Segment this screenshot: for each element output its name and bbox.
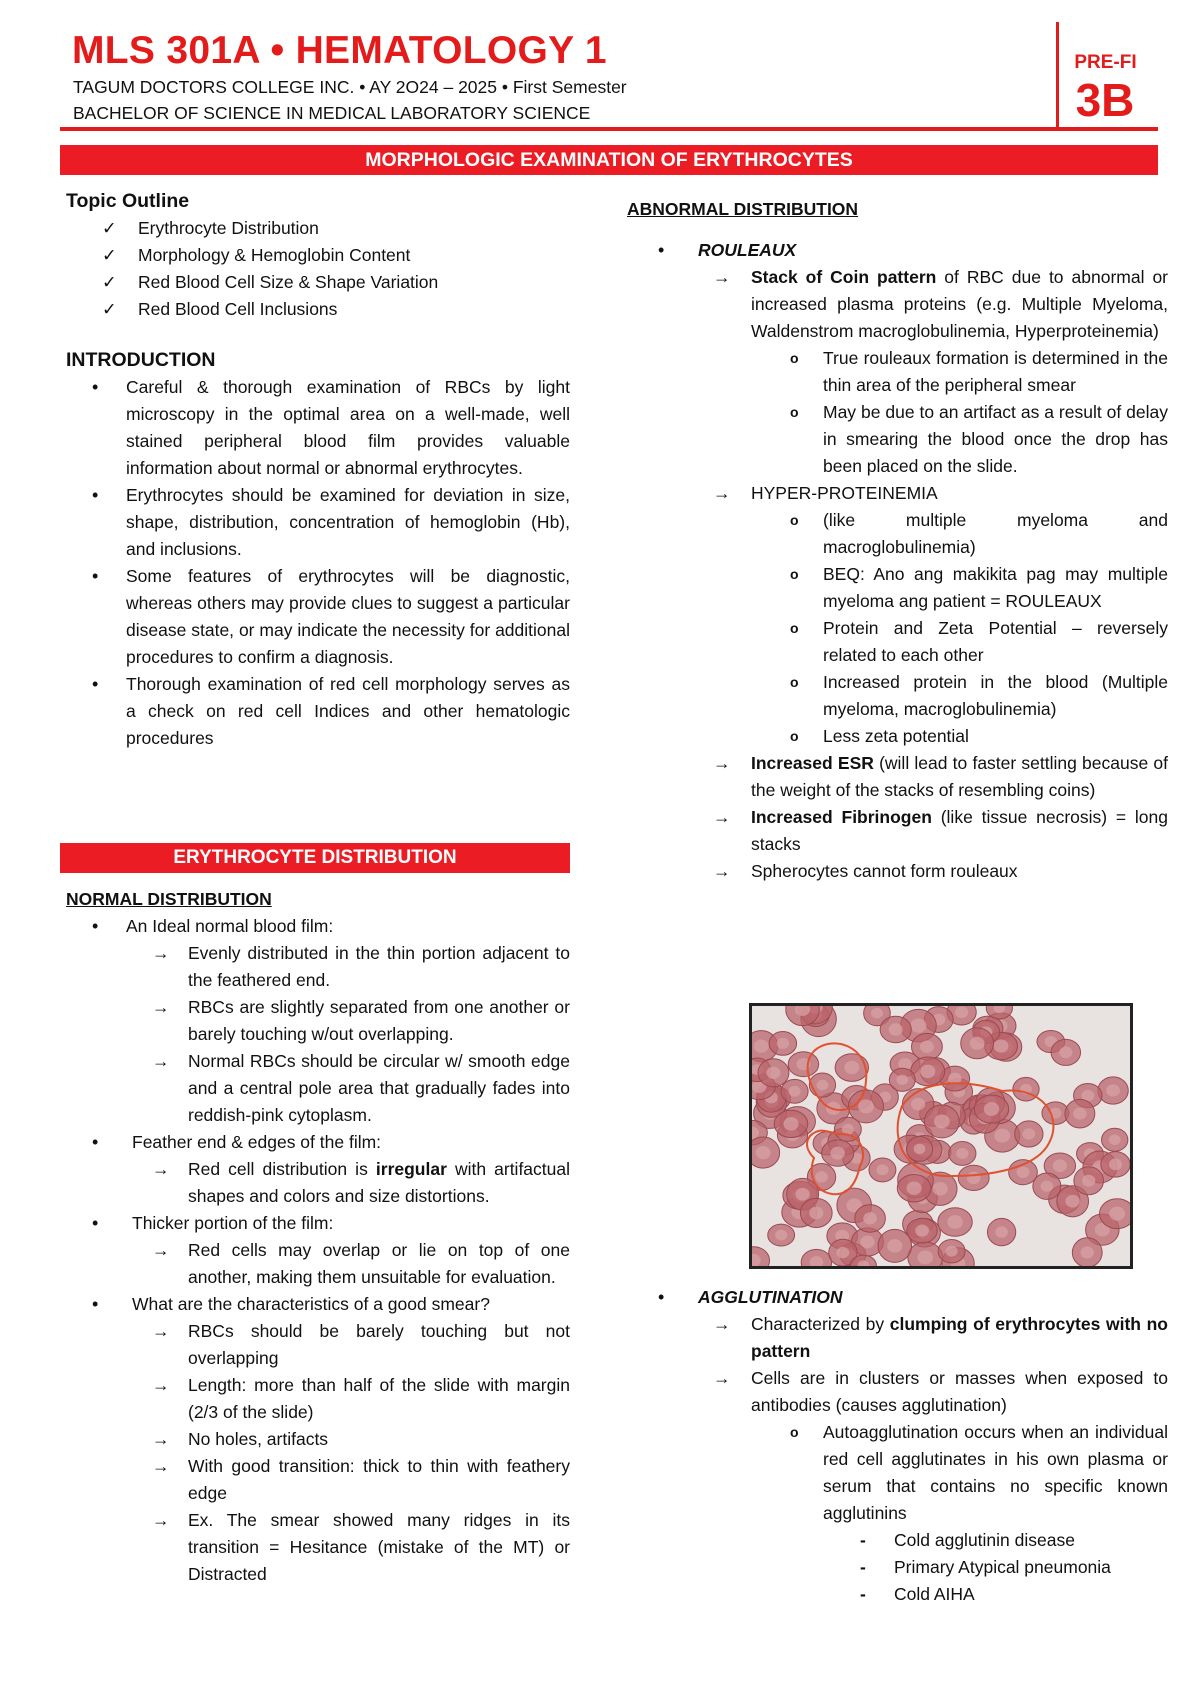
list-item: → Red cell distribution is irregular with artifactual shapes and colors and size distortions.	[66, 1156, 570, 1210]
bullet-icon: •	[658, 240, 665, 260]
list-item: → HYPER-PROTEINEMIA	[627, 480, 1168, 507]
central-pallor	[783, 1117, 798, 1130]
bullet-icon: •	[92, 377, 99, 397]
arrow-icon: →	[713, 861, 731, 881]
bullet-icon: •	[92, 674, 99, 694]
arrow-icon: →	[713, 1314, 731, 1334]
list-item: → RBCs are slightly separated from one another or barely touching w/out overlapping.	[66, 994, 570, 1048]
right-column-lower	[627, 1284, 1168, 1608]
school-line: TAGUM DOCTORS COLLEGE INC. • AY 2O24 – 2025 • First Semester	[73, 77, 627, 97]
rouleaux-micrograph	[749, 1003, 1133, 1269]
arrow-icon: →	[152, 1051, 170, 1071]
dash-icon: -	[860, 1530, 866, 1550]
central-pallor	[1017, 1166, 1030, 1177]
arrow-icon: →	[713, 753, 731, 773]
introduction-heading: INTRODUCTION	[66, 349, 216, 371]
central-pallor	[830, 1147, 844, 1160]
list-item: → Ex. The smear showed many ridges in its transition = Hesitance (mistake of the MT) or Distracted	[66, 1507, 570, 1588]
circle-bullet-icon: o	[790, 728, 799, 744]
circle-bullet-icon: o	[790, 620, 799, 636]
central-pallor	[920, 1041, 934, 1053]
central-pallor	[842, 1124, 854, 1135]
central-pallor	[1073, 1108, 1086, 1120]
list-item: o True rouleaux formation is determined in the thin area of the peripheral smear	[627, 345, 1168, 399]
central-pallor	[984, 1102, 999, 1116]
central-pallor	[863, 1212, 877, 1224]
list-item	[627, 1284, 1168, 1311]
dash-icon: -	[860, 1584, 866, 1604]
outline-item: ✓ Red Blood Cell Size & Shape Variation	[66, 269, 570, 296]
intro-item: • Thorough examination of red cell morphology serves as a check on red cell Indices and other hematologic procedures	[66, 671, 570, 752]
rouleaux-micrograph-svg	[752, 1006, 1130, 1266]
list-item: - Cold AIHA	[627, 1581, 1168, 1608]
central-pallor	[911, 1098, 925, 1111]
arrow-icon: →	[152, 1240, 170, 1260]
list-item: - Cold agglutinin disease	[627, 1527, 1168, 1554]
central-pallor	[1059, 1046, 1072, 1058]
page-title-banner: MORPHOLOGIC EXAMINATION OF ERYTHROCYTES	[60, 145, 1158, 175]
bullet-icon: •	[92, 1294, 99, 1314]
list-item: → With good transition: thick to thin with feathery edge	[66, 1453, 570, 1507]
central-pallor	[932, 1182, 947, 1196]
central-pallor	[815, 1171, 828, 1182]
list-item: • What are the characteristics of a good smear?	[66, 1291, 570, 1318]
arrow-icon: →	[152, 1159, 170, 1179]
list-item: → Normal RBCs should be circular w/ smooth edge and a central pole area that gradually fades into reddish-pink cytoplasm.	[66, 1048, 570, 1129]
central-pallor	[1109, 1159, 1122, 1171]
central-pallor	[1109, 1134, 1121, 1145]
list-item: o Protein and Zeta Potential – reversely related to each other	[627, 615, 1168, 669]
central-pallor	[766, 1067, 780, 1079]
list-item: - Primary Atypical pneumonia	[627, 1554, 1168, 1581]
list-item: → Stack of Coin pattern of RBC due to abnormal or increased plasma proteins (e.g. Multiple Myeloma, Waldenstrom macroglobulinemia, Hyperproteinemia)	[627, 264, 1168, 345]
check-icon: ✓	[102, 245, 117, 265]
list-item: o BEQ: Ano ang makikita pag may multiple myeloma ang patient = ROULEAUX	[627, 561, 1168, 615]
left-column	[66, 188, 570, 752]
central-pallor	[967, 1172, 981, 1184]
check-icon: ✓	[102, 299, 117, 319]
central-pallor	[1082, 1175, 1095, 1187]
circle-bullet-icon: o	[790, 350, 799, 366]
central-pallor	[920, 1065, 935, 1079]
central-pallor	[1041, 1181, 1054, 1192]
central-pallor	[754, 1040, 769, 1053]
central-pallor	[955, 1006, 968, 1018]
arrow-icon: →	[713, 483, 731, 503]
central-pallor	[946, 1246, 958, 1257]
central-pallor	[1022, 1128, 1035, 1139]
bullet-icon: •	[92, 485, 99, 505]
intro-item: • Some features of erythrocytes will be diagnostic, whereas others may provide clues to suggest a particular disease state, or may indicate the necessity for additional procedures to confirm a diagnosis.	[66, 563, 570, 671]
circle-bullet-icon: o	[790, 512, 799, 528]
central-pallor	[795, 1188, 809, 1201]
right-column	[627, 196, 1168, 885]
list-item: • An Ideal normal blood film:	[66, 913, 570, 940]
abnormal-distribution-heading: ABNORMAL DISTRIBUTION	[627, 199, 859, 219]
central-pallor	[777, 1038, 789, 1049]
list-item: → Characterized by clumping of erythrocytes with no pattern	[627, 1311, 1168, 1365]
central-pallor	[956, 1148, 968, 1159]
arrow-icon: →	[152, 997, 170, 1017]
bullet-icon: •	[92, 1132, 99, 1152]
central-pallor	[844, 1061, 859, 1074]
list-item: → Increased Fibrinogen (like tissue necrosis) = long stacks	[627, 804, 1168, 858]
central-pallor	[860, 1236, 874, 1249]
central-pallor	[934, 1114, 950, 1128]
list-item: • Thicker portion of the film:	[66, 1210, 570, 1237]
central-pallor	[858, 1099, 874, 1113]
outline-item: ✓ Erythrocyte Distribution	[66, 215, 570, 242]
intro-item: • Erythrocytes should be examined for deviation in size, shape, distribution, concentration of hemoglobin (Hb), and inclusions.	[66, 482, 570, 563]
central-pallor	[887, 1239, 902, 1252]
term-label: PRE-FI	[1074, 52, 1137, 73]
central-pallor	[837, 1247, 850, 1258]
central-pallor	[1081, 1247, 1094, 1259]
left-column-lower	[66, 886, 570, 1588]
check-icon: ✓	[102, 272, 117, 292]
list-item: • Feather end & edges of the film:	[66, 1129, 570, 1156]
section-banner-distribution: ERYTHROCYTE DISTRIBUTION	[60, 843, 570, 873]
arrow-icon: →	[713, 807, 731, 827]
circle-bullet-icon: o	[790, 404, 799, 420]
central-pallor	[871, 1008, 883, 1019]
list-item: → Evenly distributed in the thin portion adjacent to the feathered end.	[66, 940, 570, 994]
central-pallor	[896, 1075, 908, 1085]
arrow-icon: →	[713, 1368, 731, 1388]
list-item: → Red cells may overlap or lie on top of one another, making them unsuitable for evaluation.	[66, 1237, 570, 1291]
central-pallor	[907, 1181, 922, 1194]
central-pallor	[970, 1037, 985, 1050]
list-item: → Length: more than half of the slide with margin (2/3 of the slide)	[66, 1372, 570, 1426]
list-item: → RBCs should be barely touching but not overlapping	[66, 1318, 570, 1372]
check-icon: ✓	[102, 218, 117, 238]
section-code: 3B	[1075, 74, 1135, 126]
central-pallor	[947, 1215, 962, 1229]
central-pallor	[889, 1023, 903, 1035]
central-pallor	[915, 1225, 929, 1237]
list-item: o (like multiple myeloma and macroglobulinemia)	[627, 507, 1168, 561]
central-pallor	[994, 1040, 1009, 1053]
bullet-icon: •	[92, 566, 99, 586]
central-pallor	[917, 1250, 933, 1264]
arrow-icon: →	[152, 1510, 170, 1530]
central-pallor	[1106, 1084, 1120, 1096]
arrow-icon: →	[152, 1321, 170, 1341]
list-item: o Autoagglutination occurs when an individual red cell agglutinates in his own plasma or serum that contains no specific known agglutinins	[627, 1419, 1168, 1527]
agglutination-heading: AGGLUTINATION	[698, 1287, 843, 1307]
central-pallor	[1053, 1159, 1067, 1172]
outline-item: ✓ Red Blood Cell Inclusions	[66, 296, 570, 323]
arrow-icon: →	[713, 267, 731, 287]
header-rule	[60, 127, 1158, 131]
central-pallor	[809, 1207, 823, 1220]
circle-bullet-icon: o	[790, 674, 799, 690]
intro-item: • Careful & thorough examination of RBCs by light microscopy in the optimal area on a well-made, well stained peripheral blood film provides valuable information about normal or abnormal erythrocytes.	[66, 374, 570, 482]
normal-distribution-heading: NORMAL DISTRIBUTION	[66, 889, 272, 909]
central-pallor	[995, 1226, 1008, 1237]
outline-item: ✓ Morphology & Hemoglobin Content	[66, 242, 570, 269]
list-item: → Increased ESR (will lead to faster settling because of the weight of the stacks of resembling coins)	[627, 750, 1168, 804]
list-item: → No holes, artifacts	[66, 1426, 570, 1453]
list-item: o Less zeta potential	[627, 723, 1168, 750]
bullet-icon: •	[92, 916, 99, 936]
dash-icon: -	[860, 1557, 866, 1577]
bullet-icon: •	[92, 1213, 99, 1233]
central-pallor	[876, 1165, 888, 1176]
bullet-icon: •	[658, 1287, 665, 1307]
central-pallor	[789, 1086, 801, 1097]
arrow-icon: →	[152, 1429, 170, 1449]
central-pallor	[1066, 1195, 1080, 1208]
central-pallor	[775, 1230, 787, 1241]
list-item: o May be due to an artifact as a result of delay in smearing the blood once the drop has been placed on the slide.	[627, 399, 1168, 480]
header-divider	[1056, 22, 1059, 128]
list-item: → Cells are in clusters or masses when exposed to antibodies (causes agglutination)	[627, 1365, 1168, 1419]
central-pallor	[1109, 1207, 1125, 1221]
list-item	[627, 237, 1168, 264]
central-pallor	[994, 1129, 1010, 1143]
central-pallor	[914, 1144, 926, 1154]
circle-bullet-icon: o	[790, 566, 799, 582]
topic-outline-heading: Topic Outline	[66, 190, 190, 212]
list-item: o Increased protein in the blood (Multiple myeloma, macroglobulinemia)	[627, 669, 1168, 723]
arrow-icon: →	[152, 943, 170, 963]
central-pallor	[756, 1146, 771, 1159]
arrow-icon: →	[152, 1375, 170, 1395]
central-pallor	[817, 1080, 829, 1091]
central-pallor	[910, 1018, 926, 1032]
list-item: → Spherocytes cannot form rouleaux	[627, 858, 1168, 885]
arrow-icon: →	[152, 1456, 170, 1476]
program-line: BACHELOR OF SCIENCE IN MEDICAL LABORATORY SCIENCE	[73, 103, 591, 123]
course-title: MLS 301A • HEMATOLOGY 1	[72, 29, 607, 72]
rouleaux-heading: ROULEAUX	[698, 240, 797, 260]
circle-bullet-icon: o	[790, 1424, 799, 1440]
